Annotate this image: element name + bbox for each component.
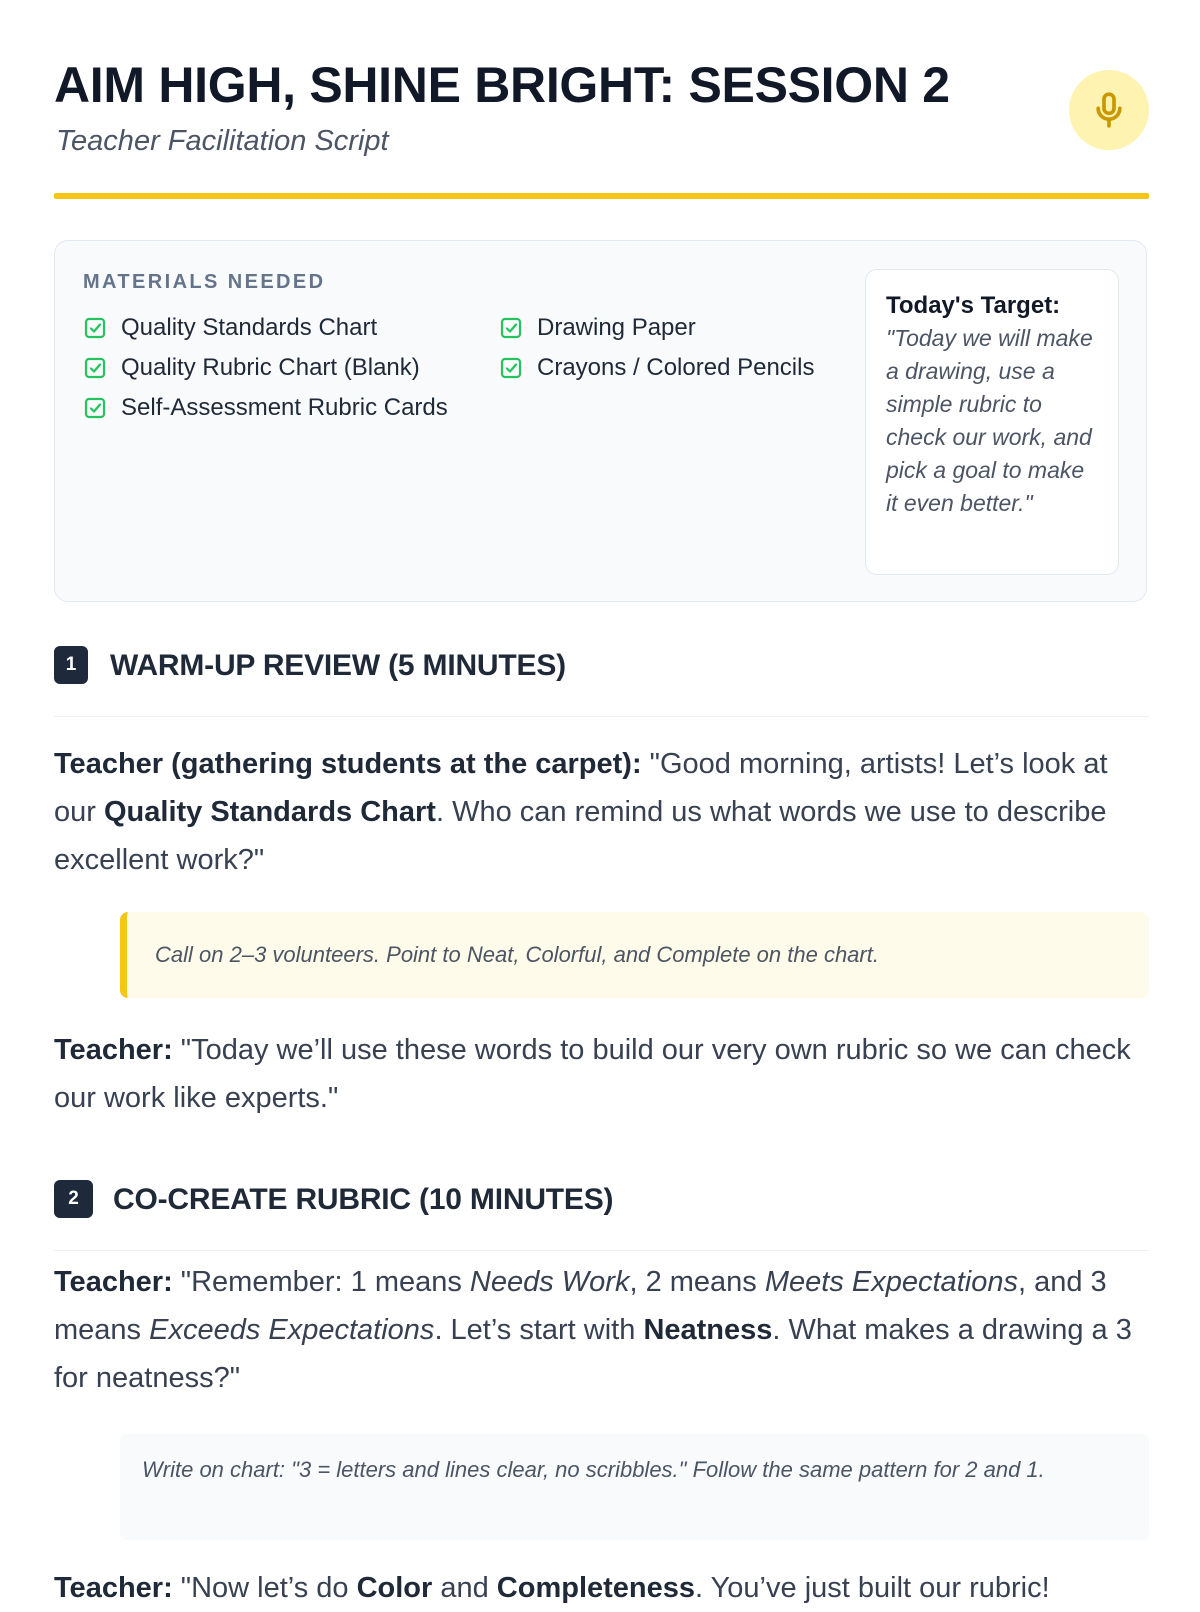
check-square-icon: [499, 356, 523, 380]
material-label: Quality Rubric Chart (Blank): [121, 354, 420, 381]
material-item: [83, 308, 448, 348]
material-label: Crayons / Colored Pencils: [537, 354, 815, 381]
target-label: Today's Target:: [886, 292, 1061, 319]
material-item: [83, 348, 448, 388]
teacher-script-paragraph: Teacher: "Today we’ll use these words to build our very own rubric so we can check our work like experts.": [54, 1034, 1131, 1114]
speaker-label: Teacher:: [54, 1266, 173, 1298]
target-quote: "Today we will make a drawing, use a simple rubric to check our work, and pick a goal to make it even better.": [886, 325, 1093, 516]
materials-heading: MATERIALS NEEDED: [83, 271, 326, 293]
teacher-script-paragraph: Teacher (gathering students at the carpet): "Good morning, artists! Let’s look at our Quality Standards Chart. Who can remind us what words we use to describe excellent work?": [54, 748, 1108, 876]
check-square-icon: [83, 316, 107, 340]
section-header-warm-up: [54, 646, 1149, 717]
speaker-label: Teacher:: [54, 1572, 173, 1604]
todays-target-card: [865, 269, 1119, 575]
section-title: CO-CREATE RUBRIC (10 MINUTES): [113, 1183, 614, 1216]
material-label: Self-Assessment Rubric Cards: [121, 394, 448, 421]
header-divider: [54, 193, 1149, 199]
material-item: [499, 348, 814, 388]
microphone-badge: [1069, 70, 1149, 150]
teacher-script-paragraph: Teacher: "Now let’s do Color and Completeness. You’ve just built our rubric!: [54, 1572, 1050, 1604]
material-label: Drawing Paper: [537, 314, 696, 341]
check-square-icon: [83, 396, 107, 420]
speaker-label: Teacher (gathering students at the carpet):: [54, 748, 642, 780]
section-header-co-create-rubric: [54, 1180, 1149, 1251]
check-square-icon: [499, 316, 523, 340]
page-title: AIM HIGH, SHINE BRIGHT: SESSION 2: [54, 57, 950, 113]
teacher-script-paragraph: Teacher: "Remember: 1 means Needs Work, 2 means Meets Expectations, and 3 means Exceeds Expectations. Let’s start with Neatness. What makes a drawing a 3 for neatness?": [54, 1266, 1132, 1394]
page-subtitle: Teacher Facilitation Script: [56, 125, 389, 157]
microphone-icon: [1089, 90, 1129, 130]
step-number-badge: 2: [54, 1180, 93, 1218]
page-header: [54, 0, 1149, 200]
speaker-label: Teacher:: [54, 1034, 173, 1066]
section-title: WARM-UP REVIEW (5 MINUTES): [110, 649, 566, 682]
materials-list-left: [83, 308, 448, 428]
materials-panel: [54, 240, 1147, 602]
script-page: [54, 0, 1149, 1604]
material-item: [83, 388, 448, 428]
facilitator-note: Write on chart: "3 = letters and lines clear, no scribbles." Follow the same pattern for 2 and 1.: [120, 1434, 1149, 1540]
material-item: [499, 308, 814, 348]
check-square-icon: [83, 356, 107, 380]
facilitator-note: Call on 2–3 volunteers. Point to Neat, Colorful, and Complete on the chart.: [120, 912, 1149, 998]
material-label: Quality Standards Chart: [121, 314, 378, 341]
materials-list-right: [499, 308, 814, 388]
step-number-badge: 1: [54, 646, 88, 684]
